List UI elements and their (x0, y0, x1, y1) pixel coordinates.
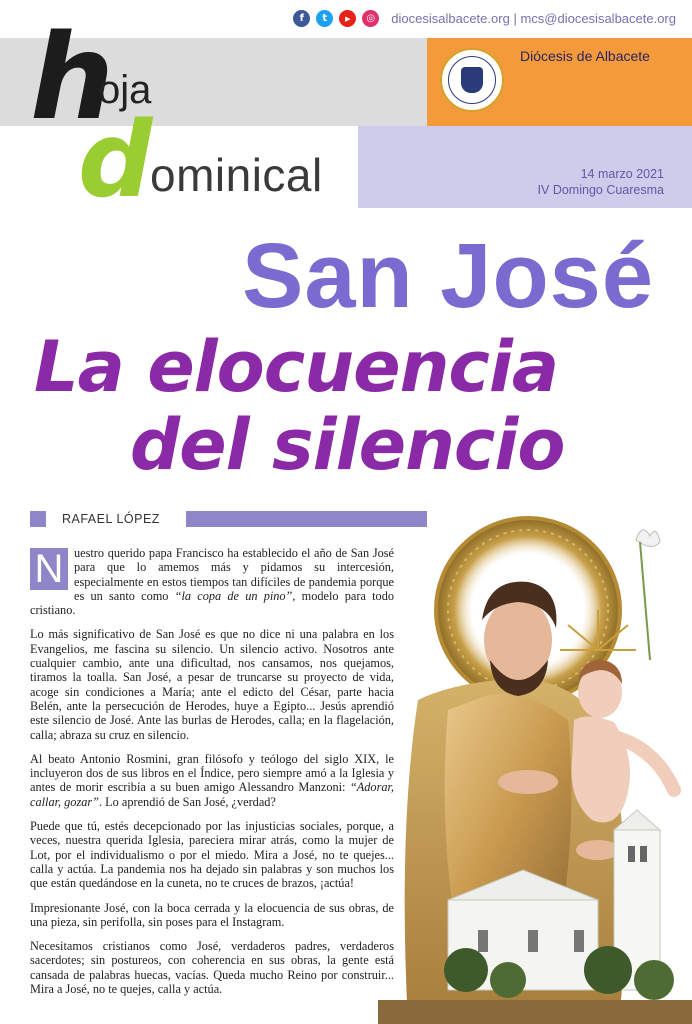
saint-joseph-statue-image (378, 500, 692, 1024)
article-subtitle-line1: La elocuencia (34, 326, 559, 408)
byline-square (30, 511, 46, 527)
issue-date: 14 marzo 2021 (580, 167, 664, 181)
article-title: San José (242, 225, 654, 327)
liturgical-day: IV Domingo Cuaresma (537, 183, 664, 197)
diocese-seal-logo (440, 48, 504, 112)
article-body (30, 546, 394, 1006)
quote: “la copa de un pino” (174, 588, 293, 603)
issue-dateline (538, 166, 664, 198)
instagram-icon[interactable]: ◎ (362, 10, 379, 27)
logo-letter-h: h (30, 8, 115, 146)
logo-word-ominical: ominical (150, 149, 323, 201)
drop-cap: N (30, 548, 68, 590)
diocese-name: Diócesis de Albacete (520, 48, 650, 64)
paragraph-5: Impresionante José, con la boca cerrada y la elocuencia de sus obras, de una pieza, sin perifolla, sin poses para el Instagram. (30, 900, 394, 929)
paragraph-2: Lo más significativo de San José es que no dice ni una palabra en los Evangelios, me fascina su silencio. Un silencio activo. Nosotros ante cualquier cambio, ante una dificultad, nos cansamos, nos quejamos, tiramos la toalla. San José, a pesar de truncarse su proyecto de vida, acoge sin condiciones a María; ante el edicto del César, parte hacia Belén, ante la persecución de Herodes, huye a Egipto... Jesús aprendió este silencio de José. Ante las burlas de Herodes, calla; en la flagelación, calla; abraza su cruz en silencio. (30, 627, 394, 742)
paragraph-1: N uestro querido papa Francisco ha establecido el año de San José para que lo amemos más y pidamos su intercesión, especialmente en estos tiempos tan difíciles de pandemia porque es un santo como “la copa de un pino”, modelo para todo cristiano. (30, 546, 395, 618)
facebook-icon[interactable]: f (293, 10, 310, 27)
header-contact-bar (293, 10, 676, 27)
paragraph-3: Al beato Antonio Rosmini, gran filósofo y teólogo del siglo XIX, le incluyeron dos de sus libros en el Índice, pero siempre amó a la Iglesia y antes de morir escribía a su buen amigo Alessandro Manzoni: “Adorar, callar, gozar”. Lo aprendió de San José, ¿verdad? (30, 751, 394, 809)
logo-word-oja: oja (98, 68, 152, 112)
paragraph-6: Necesitamos cristianos como José, verdaderos padres, verdaderos sacerdotes; sin postureos, con coherencia en sus obras, la gente está cansada de palabras huecas, vacías. Queda mucho Reino por construir... Mira a José, no te quejes, calla y actúa. (30, 939, 394, 997)
author-name: RAFAEL LÓPEZ (62, 512, 160, 526)
twitter-icon[interactable]: t (316, 10, 333, 27)
paragraph-4: Puede que tú, estés decepcionado por las injusticias sociales, porque, a veces, nuestra querida Iglesia, pareciera mirar atrás, como la mujer de Lot, por el individualismo o por el miedo. Mira a José, no te quejes... calla y actúa. La pandemia nos ha dejado sin palabras y son muchos los que están quedándose en la cuneta, no te cruces de brazos, ¡actúa! (30, 819, 394, 891)
quote: “Adorar, callar, gozar” (30, 780, 394, 809)
youtube-icon[interactable]: ▶ (339, 10, 356, 27)
separator: | (513, 11, 517, 26)
email-link[interactable]: mcs@diocesisalbacete.org (520, 11, 676, 26)
article-subtitle-line2: del silencio (130, 404, 565, 486)
logo-letter-d: d (78, 99, 153, 221)
website-link[interactable]: diocesisalbacete.org (391, 11, 510, 26)
